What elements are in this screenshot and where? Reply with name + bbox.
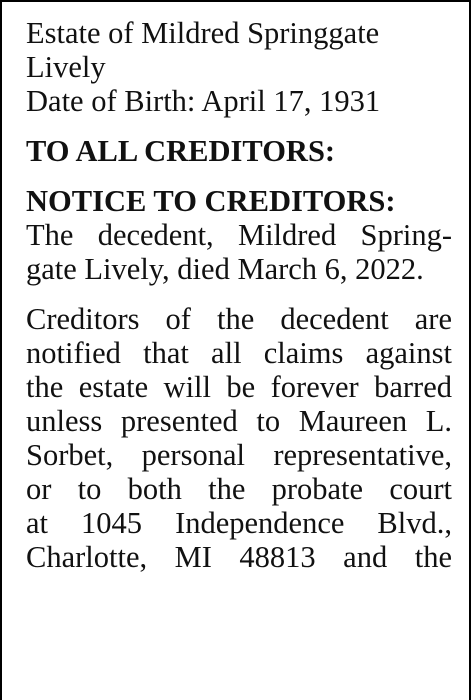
body-line-3: the estate will be forever barred [26, 370, 452, 404]
to-all-creditors-heading [26, 134, 452, 168]
body-line-6: or to both the probate court [26, 472, 452, 506]
decedent-line-2: gate Lively, died March 6, 2022. [26, 252, 424, 286]
body-line-4: unless presented to Maureen L. [26, 404, 452, 438]
body-line-2: notified that all claims against [26, 336, 452, 370]
creditors-paragraph [26, 302, 452, 574]
body-line-7: at 1045 Independence Blvd., [26, 506, 452, 540]
date-of-birth: Date of Birth: April 17, 1931 [26, 84, 381, 118]
body-line-5: Sorbet, personal representative, [26, 438, 452, 472]
body-line-1: Creditors of the decedent are [26, 302, 452, 336]
to-all-creditors-text: TO ALL CREDITORS: [26, 134, 336, 168]
estate-header [26, 16, 452, 118]
body-line-8: Charlotte, MI 48813 and the [26, 540, 452, 574]
decedent-line-1: The decedent, Mildred Spring- [26, 218, 452, 252]
estate-name-line-1: Estate of Mildred Springgate [26, 16, 380, 50]
estate-name-line-2: Lively [26, 50, 106, 84]
notice-to-creditors-section [26, 184, 452, 286]
notice-to-creditors-heading: NOTICE TO CREDITORS: [26, 184, 396, 218]
probate-notice [26, 16, 452, 574]
